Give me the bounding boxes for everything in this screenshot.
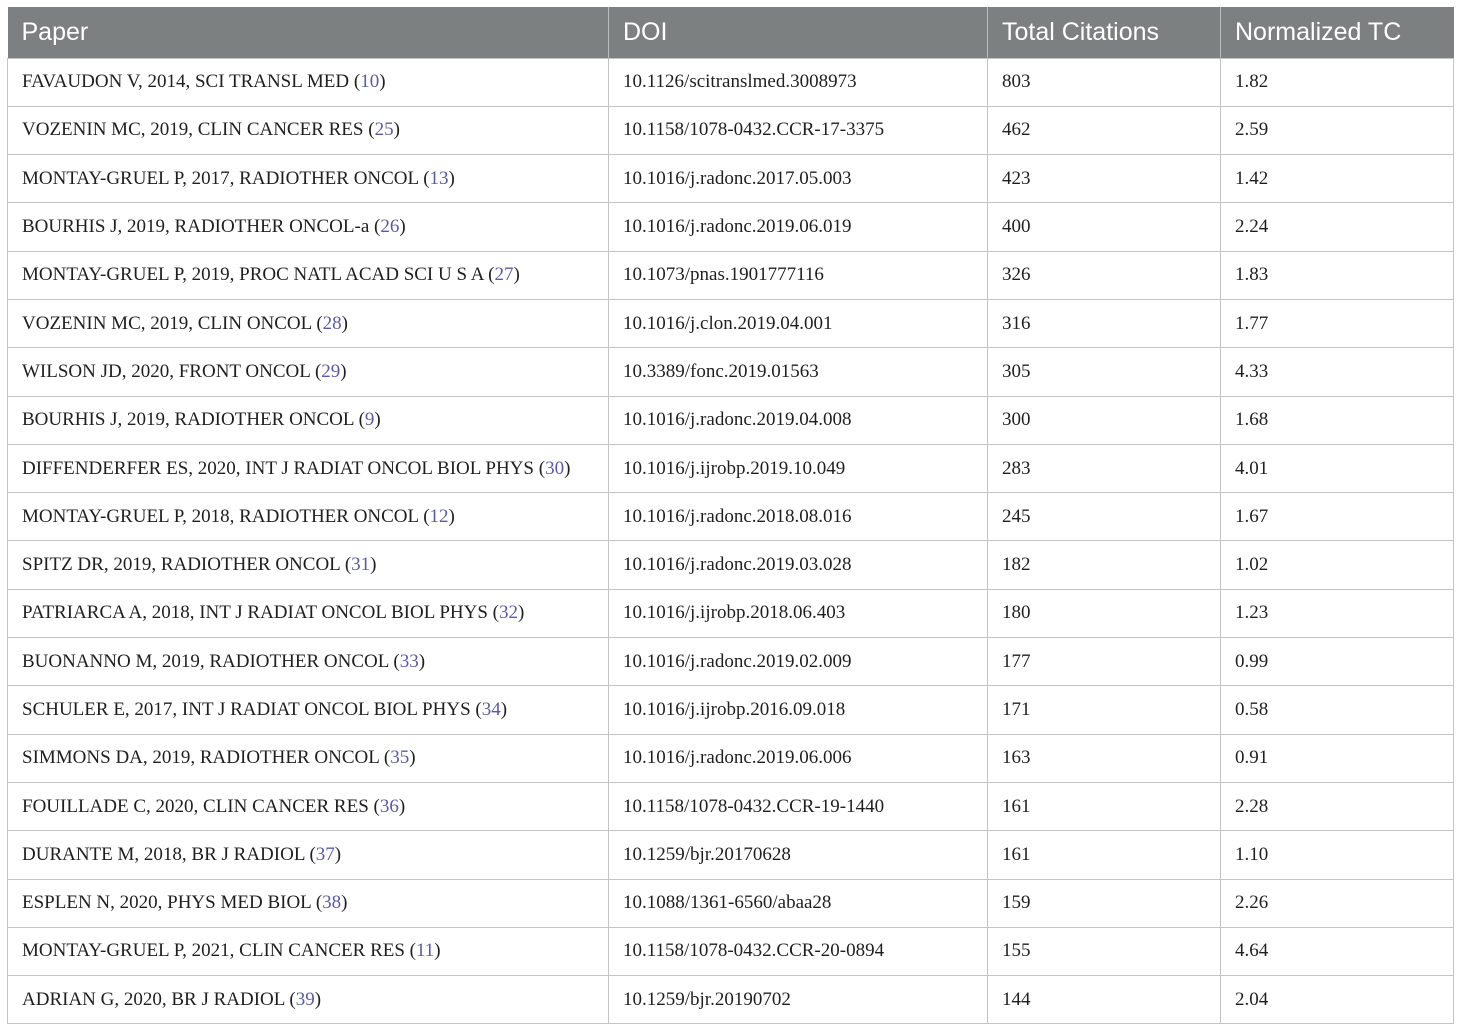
table-row [8, 976, 1454, 1024]
doi-cell: 10.1158/1078-0432.CCR-17-3375 [609, 106, 988, 154]
total-citations-cell: 423 [988, 155, 1221, 203]
header-paper: Paper [8, 7, 609, 58]
normalized-tc-cell: 2.59 [1221, 106, 1454, 154]
paper-title: ADRIAN G, 2020, BR J RADIOL [22, 988, 285, 1010]
reference-link[interactable]: 10 [360, 71, 380, 93]
ref-close-paren: ) [500, 699, 508, 720]
normalized-tc-cell: 1.77 [1221, 299, 1454, 347]
header-row [8, 7, 1454, 58]
doi-cell: 10.1259/bjr.20190702 [609, 976, 988, 1024]
reference-link[interactable]: 11 [416, 940, 435, 962]
table-row [8, 541, 1454, 589]
paper-cell [8, 251, 609, 299]
doi-cell: 10.1016/j.radonc.2019.03.028 [609, 541, 988, 589]
ref-close-paren: ) [564, 457, 571, 479]
table-row [8, 299, 1454, 347]
paper-title: VOZENIN MC, 2019, CLIN CANCER RES [22, 119, 364, 141]
paper-cell [8, 444, 609, 492]
paper-cell [8, 879, 609, 927]
paper-title: MONTAY-GRUEL P, 2017, RADIOTHER ONCOL [22, 167, 419, 189]
ref-open-paren: ( [483, 264, 495, 286]
normalized-tc-cell: 2.26 [1221, 879, 1454, 927]
normalized-tc-cell: 1.42 [1221, 155, 1454, 203]
normalized-tc-cell: 4.01 [1221, 444, 1454, 492]
ref-open-paren: ( [310, 360, 322, 382]
doi-cell: 10.1016/j.radonc.2019.06.019 [609, 203, 988, 251]
paper-cell [8, 155, 609, 203]
paper-title: SPITZ DR, 2019, RADIOTHER ONCOL [22, 554, 341, 576]
total-citations-cell: 180 [988, 589, 1221, 637]
table-row [8, 734, 1454, 782]
doi-cell: 10.1016/j.radonc.2019.04.008 [609, 396, 988, 444]
total-citations-cell: 177 [988, 638, 1221, 686]
citations-table-container [7, 7, 1453, 1024]
table-row [8, 444, 1454, 492]
ref-open-paren: ( [284, 988, 296, 1010]
ref-close-paren: ) [399, 216, 406, 238]
header-normalized-tc: Normalized TC [1221, 7, 1454, 58]
table-row [8, 106, 1454, 154]
table-body [8, 58, 1454, 1024]
reference-link[interactable]: 37 [315, 843, 335, 865]
total-citations-cell: 400 [988, 203, 1221, 251]
ref-close-paren: ) [341, 892, 348, 914]
normalized-tc-cell: 1.23 [1221, 589, 1454, 637]
normalized-tc-cell: 2.28 [1221, 782, 1454, 830]
ref-open-paren: ( [534, 457, 546, 479]
paper-title: SIMMONS DA, 2019, RADIOTHER ONCOL [22, 747, 380, 769]
ref-open-paren: ( [369, 216, 381, 238]
paper-title: MONTAY-GRUEL P, 2018, RADIOTHER ONCOL [22, 505, 419, 527]
paper-cell [8, 831, 609, 879]
doi-cell: 10.3389/fonc.2019.01563 [609, 348, 988, 396]
table-row [8, 58, 1454, 106]
reference-link[interactable]: 39 [295, 988, 315, 1010]
normalized-tc-cell: 1.82 [1221, 58, 1454, 106]
total-citations-cell: 161 [988, 782, 1221, 830]
normalized-tc-cell: 1.10 [1221, 831, 1454, 879]
doi-cell: 10.1016/j.ijrobp.2016.09.018 [609, 686, 988, 734]
total-citations-cell: 182 [988, 541, 1221, 589]
reference-link[interactable]: 36 [379, 795, 399, 817]
total-citations-cell: 305 [988, 348, 1221, 396]
table-row [8, 927, 1454, 975]
ref-close-paren: ) [448, 167, 455, 189]
header-total-citations: Total Citations [988, 7, 1221, 58]
doi-cell: 10.1016/j.radonc.2019.02.009 [609, 638, 988, 686]
ref-close-paren: ) [393, 119, 400, 141]
reference-link[interactable]: 13 [429, 167, 449, 189]
paper-cell [8, 638, 609, 686]
ref-open-paren: ( [311, 312, 323, 334]
paper-title: DURANTE M, 2018, BR J RADIOL [22, 843, 305, 865]
doi-cell: 10.1016/j.radonc.2019.06.006 [609, 734, 988, 782]
paper-title: BOURHIS J, 2019, RADIOTHER ONCOL-a [22, 216, 370, 238]
ref-open-paren: ( [311, 892, 323, 914]
doi-cell: 10.1073/pnas.1901777116 [609, 251, 988, 299]
doi-cell: 10.1016/j.ijrobp.2018.06.403 [609, 589, 988, 637]
reference-link[interactable]: 34 [481, 699, 501, 720]
reference-link[interactable]: 30 [545, 457, 565, 479]
total-citations-cell: 159 [988, 879, 1221, 927]
paper-cell [8, 976, 609, 1024]
ref-open-paren: ( [404, 940, 416, 962]
normalized-tc-cell: 2.04 [1221, 976, 1454, 1024]
doi-cell: 10.1016/j.radonc.2017.05.003 [609, 155, 988, 203]
total-citations-cell: 316 [988, 299, 1221, 347]
doi-cell: 10.1126/scitranslmed.3008973 [609, 58, 988, 106]
reference-link[interactable]: 29 [321, 360, 341, 382]
reference-link[interactable]: 28 [322, 312, 342, 334]
reference-link[interactable]: 25 [374, 119, 394, 141]
ref-close-paren: ) [379, 71, 386, 93]
paper-cell [8, 686, 609, 734]
total-citations-cell: 326 [988, 251, 1221, 299]
paper-cell [8, 782, 609, 830]
paper-title: DIFFENDERFER ES, 2020, INT J RADIAT ONCOL BIOL PHYS [22, 457, 534, 479]
table-row [8, 782, 1454, 830]
total-citations-cell: 300 [988, 396, 1221, 444]
paper-cell [8, 58, 609, 106]
total-citations-cell: 171 [988, 686, 1221, 734]
table-row [8, 203, 1454, 251]
ref-close-paren: ) [409, 747, 416, 769]
paper-title: FAVAUDON V, 2014, SCI TRANSL MED [22, 71, 350, 93]
ref-open-paren: ( [418, 505, 430, 527]
paper-cell [8, 396, 609, 444]
reference-link[interactable]: 26 [380, 216, 400, 238]
paper-title: BUONANNO M, 2019, RADIOTHER ONCOL [22, 650, 389, 672]
doi-cell: 10.1016/j.ijrobp.2019.10.049 [609, 444, 988, 492]
reference-link[interactable]: 33 [399, 650, 419, 672]
ref-open-paren: ( [470, 699, 482, 720]
normalized-tc-cell: 1.68 [1221, 396, 1454, 444]
citations-table [7, 7, 1454, 1024]
total-citations-cell: 283 [988, 444, 1221, 492]
normalized-tc-cell: 1.83 [1221, 251, 1454, 299]
table-row [8, 396, 1454, 444]
ref-close-paren: ) [314, 988, 322, 1010]
paper-cell [8, 299, 609, 347]
paper-cell [8, 734, 609, 782]
paper-title: MONTAY-GRUEL P, 2019, PROC NATL ACAD SCI U S A [22, 264, 484, 286]
paper-cell [8, 541, 609, 589]
ref-open-paren: ( [353, 409, 365, 431]
doi-cell: 10.1259/bjr.20170628 [609, 831, 988, 879]
ref-close-paren: ) [434, 940, 441, 962]
ref-open-paren: ( [349, 71, 361, 93]
ref-open-paren: ( [379, 747, 391, 769]
total-citations-cell: 163 [988, 734, 1221, 782]
ref-close-paren: ) [370, 554, 377, 576]
ref-close-paren: ) [334, 843, 342, 865]
table-header [8, 7, 1454, 58]
ref-close-paren: ) [374, 409, 381, 431]
ref-close-paren: ) [513, 264, 520, 286]
total-citations-cell: 155 [988, 927, 1221, 975]
ref-close-paren: ) [448, 505, 455, 527]
paper-title: PATRIARCA A, 2018, INT J RADIAT ONCOL BIOL PHYS [22, 602, 488, 624]
paper-title: MONTAY-GRUEL P, 2021, CLIN CANCER RES [22, 940, 405, 962]
paper-cell [8, 589, 609, 637]
paper-title: FOUILLADE C, 2020, CLIN CANCER RES [22, 795, 369, 817]
table-row [8, 155, 1454, 203]
reference-link[interactable]: 38 [322, 892, 342, 914]
normalized-tc-cell: 0.91 [1221, 734, 1454, 782]
paper-cell [8, 493, 609, 541]
ref-open-paren: ( [368, 795, 380, 817]
total-citations-cell: 462 [988, 106, 1221, 154]
ref-close-paren: ) [341, 312, 348, 334]
doi-cell: 10.1158/1078-0432.CCR-19-1440 [609, 782, 988, 830]
ref-open-paren: ( [487, 602, 499, 624]
ref-open-paren: ( [304, 843, 316, 865]
table-row [8, 589, 1454, 637]
table-row [8, 831, 1454, 879]
ref-close-paren: ) [398, 795, 406, 817]
total-citations-cell: 144 [988, 976, 1221, 1024]
table-row [8, 493, 1454, 541]
normalized-tc-cell: 1.67 [1221, 493, 1454, 541]
paper-title: SCHULER E, 2017, INT J RADIAT ONCOL BIOL PHYS [22, 699, 471, 720]
normalized-tc-cell: 2.24 [1221, 203, 1454, 251]
paper-title: WILSON JD, 2020, FRONT ONCOL [22, 360, 311, 382]
total-citations-cell: 803 [988, 58, 1221, 106]
reference-link[interactable]: 27 [494, 264, 514, 286]
total-citations-cell: 245 [988, 493, 1221, 541]
table-row [8, 686, 1454, 734]
table-row [8, 251, 1454, 299]
paper-cell [8, 203, 609, 251]
table-row [8, 348, 1454, 396]
reference-link[interactable]: 9 [364, 409, 375, 431]
doi-cell: 10.1016/j.clon.2019.04.001 [609, 299, 988, 347]
doi-cell: 10.1088/1361-6560/abaa28 [609, 879, 988, 927]
normalized-tc-cell: 4.64 [1221, 927, 1454, 975]
ref-open-paren: ( [388, 650, 400, 672]
paper-cell [8, 927, 609, 975]
ref-close-paren: ) [518, 602, 525, 624]
total-citations-cell: 161 [988, 831, 1221, 879]
paper-title: VOZENIN MC, 2019, CLIN ONCOL [22, 312, 312, 334]
normalized-tc-cell: 1.02 [1221, 541, 1454, 589]
normalized-tc-cell: 0.99 [1221, 638, 1454, 686]
reference-link[interactable]: 12 [429, 505, 449, 527]
ref-open-paren: ( [418, 167, 430, 189]
paper-cell [8, 106, 609, 154]
ref-open-paren: ( [363, 119, 375, 141]
doi-cell: 10.1016/j.radonc.2018.08.016 [609, 493, 988, 541]
ref-open-paren: ( [340, 554, 352, 576]
paper-title: BOURHIS J, 2019, RADIOTHER ONCOL [22, 409, 354, 431]
doi-cell: 10.1158/1078-0432.CCR-20-0894 [609, 927, 988, 975]
reference-link[interactable]: 31 [351, 554, 371, 576]
reference-link[interactable]: 35 [390, 747, 410, 769]
normalized-tc-cell: 4.33 [1221, 348, 1454, 396]
table-row [8, 879, 1454, 927]
table-row [8, 638, 1454, 686]
normalized-tc-cell: 0.58 [1221, 686, 1454, 734]
reference-link[interactable]: 32 [499, 602, 518, 624]
ref-close-paren: ) [418, 650, 426, 672]
header-doi: DOI [609, 7, 988, 58]
ref-close-paren: ) [340, 360, 347, 382]
paper-title: ESPLEN N, 2020, PHYS MED BIOL [22, 892, 312, 914]
paper-cell [8, 348, 609, 396]
